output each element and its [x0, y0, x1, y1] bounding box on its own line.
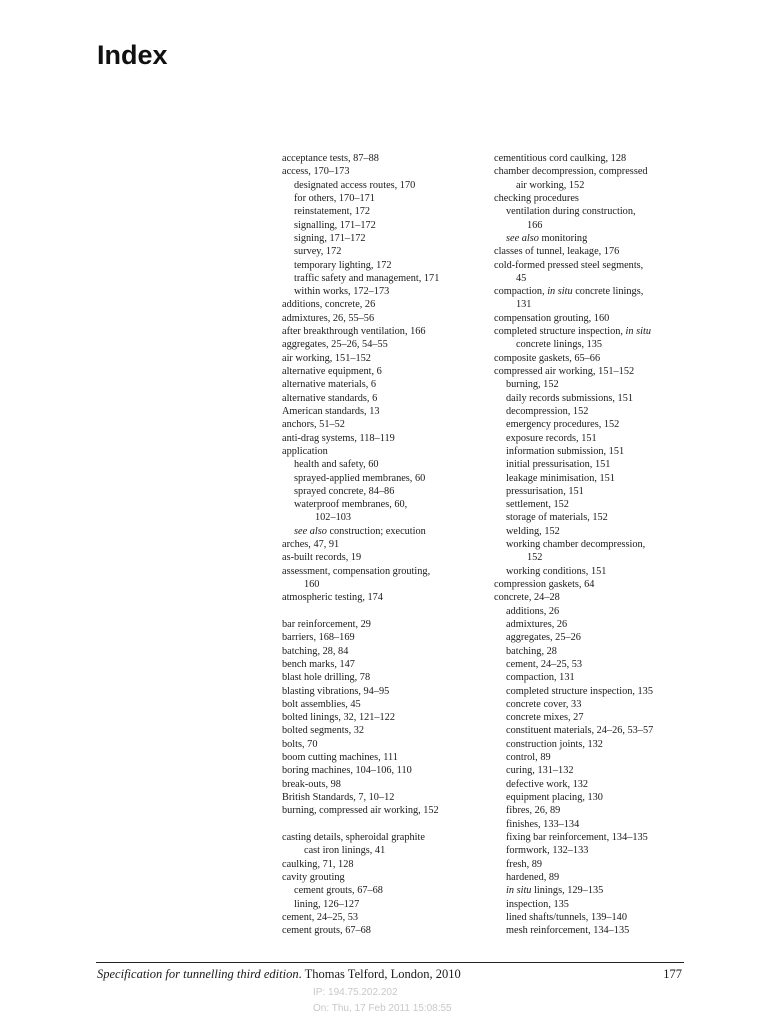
index-entry: composite gaskets, 65–66 — [494, 352, 601, 364]
index-entry: leakage minimisation, 151 — [506, 472, 615, 484]
index-entry: information submission, 151 — [506, 445, 625, 457]
index-entry: sprayed concrete, 84–86 — [294, 485, 395, 497]
index-entry: after breakthrough ventilation, 166 — [282, 326, 426, 338]
index-entry: within works, 172–173 — [294, 286, 390, 298]
index-entry: traffic safety and management, 171 — [294, 272, 440, 284]
index-entry: air working, 151–152 — [282, 352, 371, 364]
index-entry: fibres, 26, 89 — [506, 805, 561, 817]
index-entry: classes of tunnel, leakage, 176 — [494, 246, 620, 258]
index-entry: concrete, 24–28 — [494, 592, 560, 604]
index-entry: fresh, 89 — [506, 858, 543, 870]
index-entry: casting details, spheroidal graphite — [282, 831, 425, 843]
index-entry: lining, 126–127 — [294, 898, 360, 910]
index-entry: concrete cover, 33 — [506, 698, 582, 710]
index-entry: signalling, 171–172 — [294, 219, 376, 231]
index-entry: 160 — [304, 579, 320, 590]
index-entry: ventilation during construction, — [506, 206, 636, 218]
index-entry: inspection, 135 — [506, 898, 569, 910]
index-entry: cement, 24–25, 53 — [506, 658, 583, 670]
index-entry: barriers, 168–169 — [282, 632, 355, 644]
index-entry-text: concrete linings, — [572, 286, 644, 298]
index-entry: equipment placing, 130 — [506, 792, 603, 803]
index-entry: batching, 28, 84 — [282, 645, 349, 657]
index-entry: bench marks, 147 — [282, 658, 355, 670]
index-entry: compressed air working, 151–152 — [494, 366, 635, 377]
index-entry: decompression, 152 — [506, 405, 589, 417]
index-entry: waterproof membranes, 60, — [294, 499, 408, 511]
index-entry: arches, 47, 91 — [282, 539, 340, 551]
index-entry: assessment, compensation grouting, — [282, 565, 431, 577]
index-entry: construction joints, 132 — [506, 738, 603, 750]
index-entry: working conditions, 151 — [506, 565, 607, 577]
index-entry: 152 — [527, 552, 543, 564]
index-entry: boom cutting machines, 111 — [282, 752, 398, 764]
index-entry: cement, 24–25, 53 — [282, 911, 359, 923]
index-entry: emergency procedures, 152 — [506, 419, 620, 431]
footer-rule — [96, 962, 684, 963]
index-entry — [494, 232, 694, 245]
index-entry — [282, 525, 487, 538]
page-footer — [97, 967, 684, 982]
index-entry-text: construction; execution — [326, 525, 426, 537]
index-entry: aggregates, 25–26 — [506, 632, 581, 644]
index-entry: formwork, 132–133 — [506, 845, 589, 857]
index-entry: burning, 152 — [506, 379, 559, 391]
index-entry: pressurisation, 151 — [506, 485, 584, 497]
index-entry: bolts, 70 — [282, 738, 318, 750]
index-entry: anti-drag systems, 118–119 — [282, 432, 395, 444]
index-entry: atmospheric testing, 174 — [282, 592, 383, 604]
index-entry: burning, compressed air working, 152 — [282, 805, 439, 817]
index-entry: access, 170–173 — [282, 166, 350, 178]
index-entry: admixtures, 26 — [506, 618, 568, 630]
watermark-ip: IP: 194.75.202.202 — [313, 987, 398, 998]
index-entry: chamber decompression, compressed — [494, 166, 648, 178]
index-entry: American standards, 13 — [282, 405, 380, 417]
index-entry: sprayed-applied membranes, 60 — [294, 472, 426, 484]
index-entry: 131 — [516, 299, 532, 311]
index-entry: 45 — [516, 272, 527, 284]
index-entry — [494, 884, 694, 897]
publisher-info: . Thomas Telford, London, 2010 — [298, 967, 461, 981]
index-entry: caulking, 71, 128 — [282, 858, 354, 870]
index-entry: finishes, 133–134 — [506, 818, 580, 830]
index-entry: compression gaskets, 64 — [494, 579, 595, 590]
index-entry: storage of materials, 152 — [506, 512, 608, 524]
index-entry: concrete linings, 135 — [516, 339, 603, 351]
index-spacer — [282, 605, 487, 618]
index-entry: for others, 170–171 — [294, 192, 375, 204]
index-entry: bolted segments, 32 — [282, 725, 365, 737]
index-entry: alternative materials, 6 — [282, 379, 377, 391]
index-entry — [494, 325, 694, 338]
index-entry: batching, 28 — [506, 645, 557, 657]
index-entry-italic: in situ — [547, 286, 573, 298]
index-entry: as-built records, 19 — [282, 552, 362, 564]
index-column-left — [282, 152, 487, 937]
index-entry: cement grouts, 67–68 — [282, 925, 371, 937]
index-entry: air working, 152 — [516, 179, 585, 191]
index-entry-italic: see also — [294, 525, 327, 537]
index-entry: hardened, 89 — [506, 871, 560, 883]
index-entry: bolt assemblies, 45 — [282, 698, 361, 710]
index-entry: anchors, 51–52 — [282, 419, 345, 431]
index-entry-text: compaction, — [494, 286, 548, 298]
index-entry: daily records submissions, 151 — [506, 392, 633, 404]
index-entry: designated access routes, 170 — [294, 179, 416, 191]
index-entry: cast iron linings, 41 — [304, 845, 386, 857]
index-entry: checking procedures — [494, 192, 579, 204]
index-entry — [494, 285, 694, 298]
index-entry: additions, concrete, 26 — [282, 299, 376, 311]
index-entry: alternative equipment, 6 — [282, 366, 382, 377]
index-entry: concrete mixes, 27 — [506, 712, 584, 724]
index-entry: exposure records, 151 — [506, 432, 597, 444]
index-entry: acceptance tests, 87–88 — [282, 153, 379, 164]
index-entry: reinstatement, 172 — [294, 206, 371, 218]
index-entry-text: completed structure inspection, — [494, 326, 626, 338]
page-title: Index — [97, 40, 168, 70]
index-entry: completed structure inspection, 135 — [506, 685, 653, 697]
index-entry: 102–103 — [315, 512, 352, 524]
index-entry-text: monitoring — [538, 232, 588, 244]
index-entry: break-outs, 98 — [282, 778, 341, 790]
index-entry: constituent materials, 24–26, 53–57 — [506, 725, 654, 737]
index-entry: blasting vibrations, 94–95 — [282, 685, 390, 697]
index-entry: fixing bar reinforcement, 134–135 — [506, 831, 648, 843]
index-entry: compaction, 131 — [506, 672, 575, 684]
index-entry: alternative standards, 6 — [282, 392, 378, 404]
index-entry: working chamber decompression, — [506, 539, 646, 551]
index-entry-text: linings, 129–135 — [531, 885, 604, 897]
index-entry: blast hole drilling, 78 — [282, 672, 371, 684]
index-entry: compensation grouting, 160 — [494, 312, 610, 324]
watermark-date: On: Thu, 17 Feb 2011 15:08:55 — [313, 1003, 452, 1014]
index-entry: bar reinforcement, 29 — [282, 618, 371, 630]
index-entry-italic: in situ — [625, 326, 652, 338]
index-spacer — [282, 818, 487, 831]
index-entry: cement grouts, 67–68 — [294, 885, 383, 897]
index-entry: boring machines, 104–106, 110 — [282, 765, 412, 777]
index-entry: cold-formed pressed steel segments, — [494, 259, 644, 271]
index-entry: signing, 171–172 — [294, 232, 366, 244]
index-entry: aggregates, 25–26, 54–55 — [282, 339, 388, 351]
index-entry: cementitious cord caulking, 128 — [494, 153, 627, 164]
index-entry: temporary lighting, 172 — [294, 259, 392, 271]
index-entry: health and safety, 60 — [294, 459, 379, 471]
index-entry: application — [282, 445, 328, 457]
index-entry: bolted linings, 32, 121–122 — [282, 712, 395, 724]
index-entry: admixtures, 26, 55–56 — [282, 312, 375, 324]
index-entry: British Standards, 7, 10–12 — [282, 792, 395, 803]
index-entry: control, 89 — [506, 752, 551, 764]
index-entry: defective work, 132 — [506, 778, 589, 790]
page-number: 177 — [663, 967, 682, 981]
index-entry: survey, 172 — [294, 246, 342, 258]
index-entry: 166 — [527, 219, 543, 231]
index-entry-italic: see also — [506, 232, 539, 244]
index-entry: lined shafts/tunnels, 139–140 — [506, 911, 627, 923]
index-entry-italic: in situ — [506, 885, 532, 897]
book-title: Specification for tunnelling third edition — [97, 967, 299, 981]
index-entry: welding, 152 — [506, 525, 560, 537]
index-entry: curing, 131–132 — [506, 765, 574, 777]
index-entry: mesh reinforcement, 134–135 — [506, 925, 630, 937]
index-entry: cavity grouting — [282, 871, 345, 883]
index-entry: initial pressurisation, 151 — [506, 459, 611, 471]
index-column-right — [494, 152, 694, 937]
index-entry: settlement, 152 — [506, 499, 569, 511]
index-entry: additions, 26 — [506, 605, 560, 617]
